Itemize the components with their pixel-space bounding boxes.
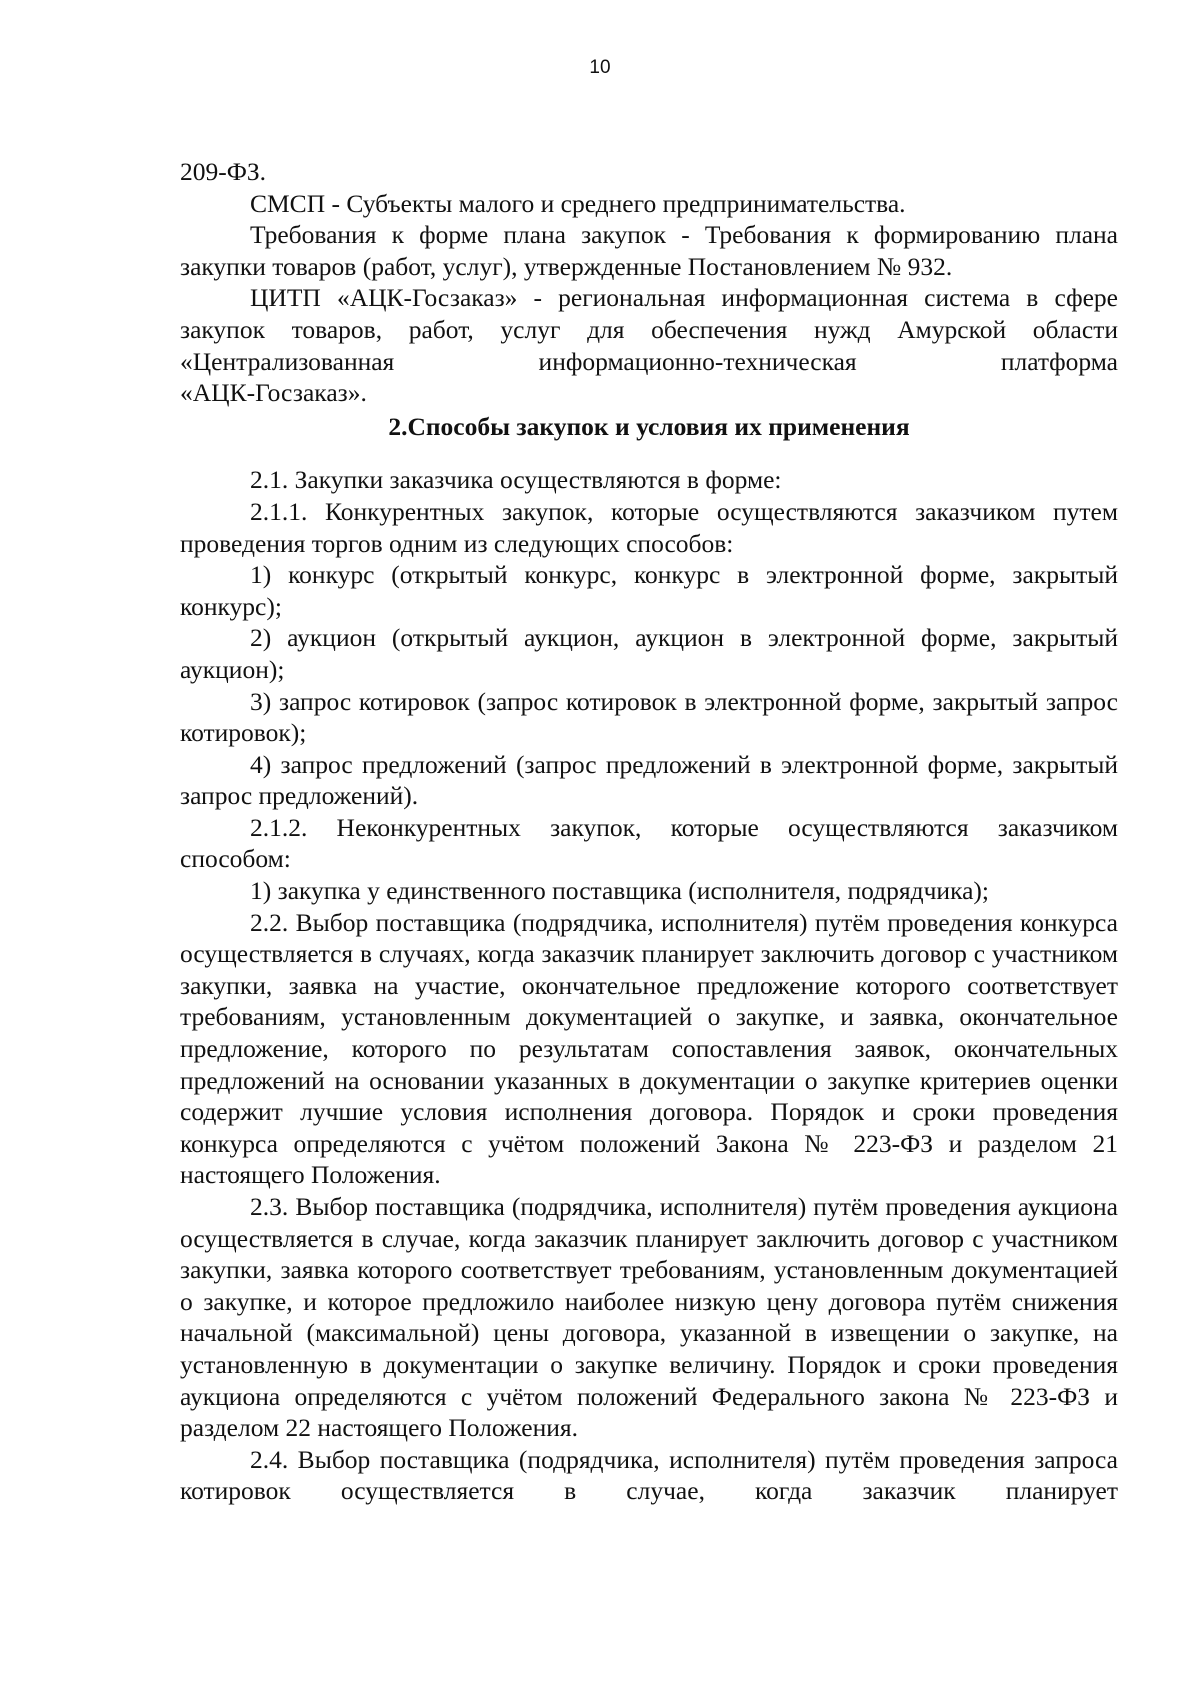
paragraph-plan-requirements-definition: Требования к форме плана закупок - Требования к формированию плана закупки товаров (работ, услуг), утвержденные Постановлением № 932. <box>180 220 1118 281</box>
paragraph-citp-definition-end: «АЦК-Госзаказ». <box>180 378 367 408</box>
list-item-quotation-request: 3) запрос котировок (запрос котировок в электронной форме, закрытый запрос котировок); <box>180 686 1118 748</box>
paragraph-citp-definition: ЦИТП «АЦК-Госзаказ» - региональная информационная система в сфере закупок товаров, работ, услуг для обеспечения нужд Амурской области «Централизованная информационно-техническая платформа <box>180 283 1118 376</box>
paragraph-law-ref: 209-ФЗ. <box>180 157 267 186</box>
paragraph-2-1-1: 2.1.1. Конкурентных закупок, которые осуществляются заказчиком путем проведения торгов одним из следующих способов: <box>180 496 1118 558</box>
page-number: 10 <box>589 57 611 78</box>
paragraph-2-4: 2.4. Выбор поставщика (подрядчика, исполнителя) путём проведения запроса котировок осуществляется в случае, когда заказчик планирует <box>180 1444 1118 1506</box>
paragraph-2-1: 2.1. Закупки заказчика осуществляются в форме: <box>250 465 782 495</box>
paragraph-2-2: 2.2. Выбор поставщика (подрядчика, исполнителя) путём проведения конкурса осуществляется в случаях, когда заказчик планирует заключить договор с участником закупки, заявка на участие, окончательное предложение которого соответствует требованиям, установленным документацией о закупке, и заявка, окончательное предложение, которого по результатам сопоставления заявок, окончательных предложений на основании указанных в документации о закупке критериев оценки содержит лучшие условия исполнения договора. Порядок и сроки проведения конкурса определяются с учётом положений Закона № 223-ФЗ и разделом 21 настоящего Положения. <box>180 907 1118 1190</box>
paragraph-2-1-2: 2.1.2. Неконкурентных закупок, которые осуществляются заказчиком способом: <box>180 812 1118 874</box>
list-item-auction: 2) аукцион (открытый аукцион, аукцион в электронной форме, закрытый аукцион); <box>180 623 1118 684</box>
section-heading: 2.Способы закупок и условия их применения <box>388 411 910 441</box>
list-item-konkurs: 1) конкурс (открытый конкурс, конкурс в электронной форме, закрытый конкурс); <box>180 560 1118 621</box>
list-item-single-supplier: 1) закупка у единственного поставщика (исполнителя, подрядчика); <box>250 876 989 906</box>
document-body <box>180 156 1118 1507</box>
paragraph-2-3: 2.3. Выбор поставщика (подрядчика, исполнителя) путём проведения аукциона осуществляется в случае, когда заказчик планирует заключить договор с участником закупки, заявка которого соответствует требованиям, установленным документацией о закупке, и которое предложило наиболее низкую цену договора путём снижения начальной (максимальной) цены договора, указанной в извещении о закупке, на установленную в документации о закупке величину. Порядок и сроки проведения аукциона определяются с учётом положений Федерального закона № 223-ФЗ и разделом 22 настоящего Положения. <box>180 1192 1118 1443</box>
list-item-proposal-request: 4) запрос предложений (запрос предложений в электронной форме, закрытый запрос предложений). <box>180 749 1118 811</box>
paragraph-smsp-definition: СМСП - Субъекты малого и среднего предпринимательства. <box>250 188 906 218</box>
